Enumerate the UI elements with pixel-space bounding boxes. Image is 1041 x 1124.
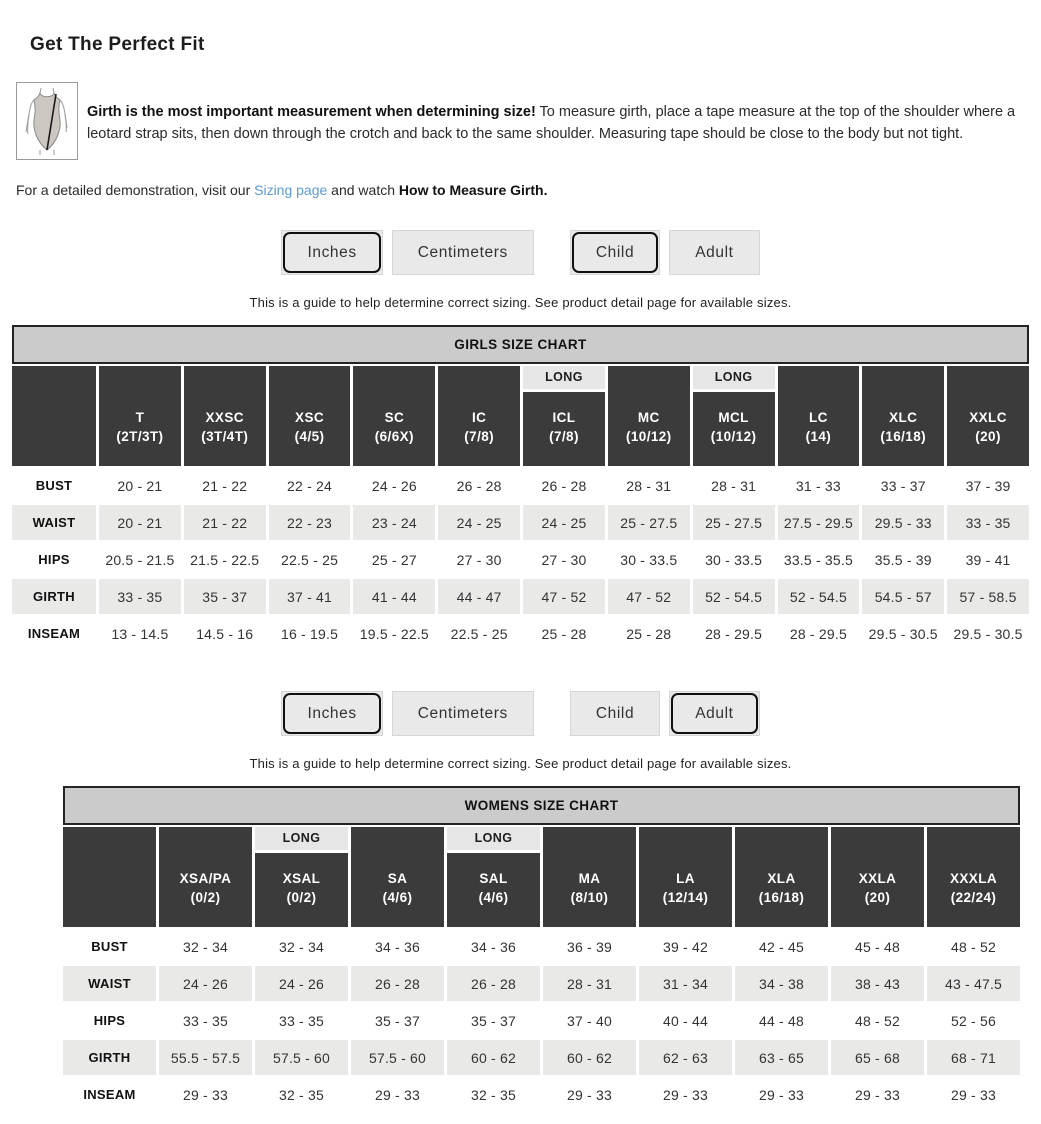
measurement-row-bust — [12, 468, 1029, 503]
size-value-cell: 44 - 48 — [735, 1003, 828, 1038]
demo-middle: and watch — [327, 182, 399, 198]
adult-button[interactable]: Adult — [669, 230, 759, 275]
size-range: (8/10) — [570, 889, 609, 905]
size-range: (22/24) — [950, 889, 997, 905]
size-range: (20) — [975, 428, 1001, 444]
column-header-t — [99, 366, 181, 466]
size-value-cell: 28 - 29.5 — [693, 616, 775, 651]
size-value-cell: 14.5 - 16 — [184, 616, 266, 651]
column-header-mc — [608, 366, 690, 466]
size-value-cell: 43 - 47.5 — [927, 966, 1020, 1001]
size-value-cell: 33 - 35 — [255, 1003, 348, 1038]
column-header-sa — [351, 827, 444, 927]
size-code: XLC — [889, 409, 918, 425]
size-value-cell: 32 - 35 — [255, 1077, 348, 1112]
table-body — [12, 468, 1029, 651]
size-value-cell: 24 - 26 — [255, 966, 348, 1001]
girls-size-chart — [12, 325, 1029, 653]
column-header-xsa-pa — [159, 827, 252, 927]
sizing-note: This is a guide to help determine correct sizing. See product detail page for available sizes. — [249, 756, 792, 771]
measurement-row-hips — [63, 1003, 1020, 1038]
size-value-cell: 35.5 - 39 — [862, 542, 944, 577]
size-range: (16/18) — [758, 889, 805, 905]
adult-button[interactable]: Adult — [669, 691, 759, 736]
size-range: (10/12) — [710, 428, 757, 444]
size-range: (0/2) — [190, 889, 221, 905]
size-range: (3T/4T) — [201, 428, 249, 444]
row-label: INSEAM — [63, 1077, 156, 1112]
size-value-cell: 39 - 42 — [639, 929, 732, 964]
size-range: (20) — [864, 889, 891, 905]
size-code: SA — [387, 870, 408, 886]
size-value-cell: 20 - 21 — [99, 468, 181, 503]
size-code: LC — [809, 409, 828, 425]
sizing-note: This is a guide to help determine correct sizing. See product detail page for available sizes. — [249, 295, 792, 310]
centimeters-button[interactable]: Centimeters — [392, 691, 534, 736]
size-value-cell: 34 - 36 — [447, 929, 540, 964]
row-label: HIPS — [12, 542, 96, 577]
long-badge: LONG — [255, 827, 348, 853]
measurement-row-girth — [63, 1040, 1020, 1075]
size-range: (7/8) — [549, 428, 579, 444]
column-header-xla — [735, 827, 828, 927]
column-header-mcl — [693, 366, 775, 466]
size-value-cell: 28 - 31 — [693, 468, 775, 503]
size-code: XSC — [295, 409, 325, 425]
size-table — [60, 825, 1023, 1114]
size-value-cell: 22 - 23 — [269, 505, 351, 540]
size-value-cell: 26 - 28 — [438, 468, 520, 503]
centimeters-button[interactable]: Centimeters — [392, 230, 534, 275]
size-value-cell: 22.5 - 25 — [269, 542, 351, 577]
column-header-xxsc — [184, 366, 266, 466]
chart-title: WOMENS SIZE CHART — [63, 786, 1020, 825]
toggle-group-gap — [543, 252, 561, 253]
size-value-cell: 55.5 - 57.5 — [159, 1040, 252, 1075]
size-value-cell: 21.5 - 22.5 — [184, 542, 266, 577]
size-value-cell: 35 - 37 — [447, 1003, 540, 1038]
page-title: Get The Perfect Fit — [30, 34, 205, 55]
size-value-cell: 25 - 27.5 — [608, 505, 690, 540]
corner-cell — [63, 827, 156, 927]
size-value-cell: 29 - 33 — [351, 1077, 444, 1112]
column-header-lc — [778, 366, 860, 466]
size-value-cell: 26 - 28 — [523, 468, 605, 503]
demo-bold: How to Measure Girth. — [398, 182, 548, 198]
girls-chart-toggles — [0, 230, 1041, 275]
inches-button[interactable]: Inches — [281, 691, 382, 736]
size-value-cell: 38 - 43 — [831, 966, 924, 1001]
size-value-cell: 36 - 39 — [543, 929, 636, 964]
size-value-cell: 68 - 71 — [927, 1040, 1020, 1075]
size-value-cell: 27 - 30 — [438, 542, 520, 577]
row-label: INSEAM — [12, 616, 96, 651]
row-label: GIRTH — [12, 579, 96, 614]
measurement-row-girth — [12, 579, 1029, 614]
table-header — [12, 366, 1029, 466]
size-value-cell: 52 - 56 — [927, 1003, 1020, 1038]
size-value-cell: 25 - 27.5 — [693, 505, 775, 540]
size-code: MCL — [718, 409, 749, 425]
size-value-cell: 28 - 29.5 — [778, 616, 860, 651]
size-range: (6/6X) — [374, 428, 414, 444]
size-table — [9, 364, 1032, 653]
girth-intro — [16, 82, 1025, 160]
size-value-cell: 44 - 47 — [438, 579, 520, 614]
size-code: SAL — [479, 870, 508, 886]
size-value-cell: 57.5 - 60 — [255, 1040, 348, 1075]
size-range: (4/5) — [294, 428, 325, 444]
size-value-cell: 33 - 37 — [862, 468, 944, 503]
size-value-cell: 60 - 62 — [543, 1040, 636, 1075]
size-value-cell: 29 - 33 — [927, 1077, 1020, 1112]
size-range: (10/12) — [625, 428, 672, 444]
size-value-cell: 57.5 - 60 — [351, 1040, 444, 1075]
column-header-xxxla — [927, 827, 1020, 927]
size-range: (7/8) — [464, 428, 495, 444]
header-row — [12, 366, 1029, 466]
corner-cell — [12, 366, 96, 466]
size-value-cell: 26 - 28 — [447, 966, 540, 1001]
size-value-cell: 29 - 33 — [735, 1077, 828, 1112]
size-value-cell: 54.5 - 57 — [862, 579, 944, 614]
measurement-row-hips — [12, 542, 1029, 577]
size-value-cell: 20.5 - 21.5 — [99, 542, 181, 577]
size-value-cell: 45 - 48 — [831, 929, 924, 964]
sizing-page-link[interactable]: Sizing page — [254, 182, 328, 198]
size-value-cell: 29 - 33 — [639, 1077, 732, 1112]
measurement-row-waist — [63, 966, 1020, 1001]
child-button[interactable]: Child — [570, 691, 660, 736]
row-label: BUST — [12, 468, 96, 503]
size-value-cell: 26 - 28 — [351, 966, 444, 1001]
size-value-cell: 21 - 22 — [184, 505, 266, 540]
size-code: XSA/PA — [179, 870, 232, 886]
size-value-cell: 29 - 33 — [543, 1077, 636, 1112]
size-code: XXXLA — [949, 870, 997, 886]
column-header-xsal — [255, 827, 348, 927]
size-value-cell: 31 - 34 — [639, 966, 732, 1001]
column-header-icl — [523, 366, 605, 466]
size-value-cell: 42 - 45 — [735, 929, 828, 964]
long-badge: LONG — [693, 366, 775, 392]
size-value-cell: 33.5 - 35.5 — [778, 542, 860, 577]
size-code: MA — [578, 870, 601, 886]
table-body — [63, 929, 1020, 1112]
size-value-cell: 22 - 24 — [269, 468, 351, 503]
size-range: (14) — [805, 428, 832, 444]
size-value-cell: 60 - 62 — [447, 1040, 540, 1075]
size-value-cell: 48 - 52 — [831, 1003, 924, 1038]
size-value-cell: 29.5 - 30.5 — [947, 616, 1029, 651]
size-code: XXSC — [205, 409, 244, 425]
measurement-row-bust — [63, 929, 1020, 964]
size-value-cell: 65 - 68 — [831, 1040, 924, 1075]
size-code: XXLC — [969, 409, 1007, 425]
column-header-ma — [543, 827, 636, 927]
size-value-cell: 48 - 52 — [927, 929, 1020, 964]
size-value-cell: 25 - 28 — [608, 616, 690, 651]
size-value-cell: 13 - 14.5 — [99, 616, 181, 651]
column-header-xsc — [269, 366, 351, 466]
row-label: HIPS — [63, 1003, 156, 1038]
column-header-la — [639, 827, 732, 927]
size-value-cell: 52 - 54.5 — [778, 579, 860, 614]
demo-line — [16, 182, 1041, 198]
column-header-sal — [447, 827, 540, 927]
size-value-cell: 29.5 - 30.5 — [862, 616, 944, 651]
size-value-cell: 33 - 35 — [159, 1003, 252, 1038]
leotard-girth-icon — [16, 82, 78, 160]
column-header-sc — [353, 366, 435, 466]
size-value-cell: 32 - 34 — [255, 929, 348, 964]
measurement-row-inseam — [12, 616, 1029, 651]
size-value-cell: 19.5 - 22.5 — [353, 616, 435, 651]
size-value-cell: 23 - 24 — [353, 505, 435, 540]
size-code: ICL — [552, 409, 576, 425]
long-badge: LONG — [447, 827, 540, 853]
womens-chart-toggles — [0, 691, 1041, 736]
size-value-cell: 37 - 41 — [269, 579, 351, 614]
size-value-cell: 24 - 25 — [523, 505, 605, 540]
size-range: (0/2) — [286, 889, 317, 905]
girth-intro-bold: Girth is the most important measurement when determining size! — [87, 103, 536, 120]
size-code: XLA — [767, 870, 796, 886]
size-value-cell: 39 - 41 — [947, 542, 1029, 577]
size-value-cell: 34 - 36 — [351, 929, 444, 964]
size-value-cell: 62 - 63 — [639, 1040, 732, 1075]
child-button[interactable]: Child — [570, 230, 660, 275]
size-value-cell: 29 - 33 — [831, 1077, 924, 1112]
size-range: (4/6) — [478, 889, 509, 905]
size-value-cell: 35 - 37 — [184, 579, 266, 614]
size-range: (12/14) — [662, 889, 709, 905]
size-value-cell: 25 - 27 — [353, 542, 435, 577]
size-value-cell: 28 - 31 — [543, 966, 636, 1001]
size-code: MC — [637, 409, 660, 425]
size-value-cell: 32 - 35 — [447, 1077, 540, 1112]
size-value-cell: 27 - 30 — [523, 542, 605, 577]
row-label: GIRTH — [63, 1040, 156, 1075]
size-value-cell: 37 - 39 — [947, 468, 1029, 503]
size-code: XXLA — [858, 870, 897, 886]
size-value-cell: 24 - 25 — [438, 505, 520, 540]
column-header-xxla — [831, 827, 924, 927]
size-value-cell: 21 - 22 — [184, 468, 266, 503]
long-badge: LONG — [523, 366, 605, 392]
size-code: LA — [676, 870, 695, 886]
size-value-cell: 35 - 37 — [351, 1003, 444, 1038]
size-value-cell: 40 - 44 — [639, 1003, 732, 1038]
column-header-xxlc — [947, 366, 1029, 466]
size-value-cell: 33 - 35 — [947, 505, 1029, 540]
size-code: XSAL — [282, 870, 321, 886]
size-value-cell: 63 - 65 — [735, 1040, 828, 1075]
womens-size-chart — [63, 786, 1020, 1114]
size-value-cell: 16 - 19.5 — [269, 616, 351, 651]
size-value-cell: 27.5 - 29.5 — [778, 505, 860, 540]
size-value-cell: 41 - 44 — [353, 579, 435, 614]
size-value-cell: 29 - 33 — [159, 1077, 252, 1112]
size-value-cell: 22.5 - 25 — [438, 616, 520, 651]
girth-intro-text — [87, 97, 1025, 145]
size-value-cell: 25 - 28 — [523, 616, 605, 651]
measurement-row-inseam — [63, 1077, 1020, 1112]
inches-button[interactable]: Inches — [281, 230, 382, 275]
row-label: WAIST — [63, 966, 156, 1001]
header-row — [63, 827, 1020, 927]
size-value-cell: 57 - 58.5 — [947, 579, 1029, 614]
size-value-cell: 52 - 54.5 — [693, 579, 775, 614]
measurement-row-waist — [12, 505, 1029, 540]
row-label: WAIST — [12, 505, 96, 540]
size-value-cell: 47 - 52 — [608, 579, 690, 614]
size-range: (2T/3T) — [116, 428, 164, 444]
size-range: (4/6) — [382, 889, 413, 905]
size-value-cell: 47 - 52 — [523, 579, 605, 614]
size-value-cell: 28 - 31 — [608, 468, 690, 503]
size-value-cell: 30 - 33.5 — [693, 542, 775, 577]
size-code: T — [135, 409, 145, 425]
size-value-cell: 29.5 - 33 — [862, 505, 944, 540]
girth-intro-rest: To measure girth, place a tape measure at the top of the shoulder where a leotard strap sits, then down through the crotch and back to the same shoulder. Measuring tape should be close to the body but not tight. — [87, 103, 1016, 142]
demo-prefix: For a detailed demonstration, visit our — [16, 182, 255, 198]
size-value-cell: 30 - 33.5 — [608, 542, 690, 577]
size-code: IC — [472, 409, 487, 425]
size-value-cell: 24 - 26 — [353, 468, 435, 503]
table-header — [63, 827, 1020, 927]
size-value-cell: 34 - 38 — [735, 966, 828, 1001]
size-value-cell: 20 - 21 — [99, 505, 181, 540]
size-value-cell: 37 - 40 — [543, 1003, 636, 1038]
size-code: SC — [384, 409, 405, 425]
size-value-cell: 24 - 26 — [159, 966, 252, 1001]
size-value-cell: 31 - 33 — [778, 468, 860, 503]
size-value-cell: 32 - 34 — [159, 929, 252, 964]
column-header-ic — [438, 366, 520, 466]
chart-title: GIRLS SIZE CHART — [12, 325, 1029, 364]
row-label: BUST — [63, 929, 156, 964]
toggle-group-gap — [543, 713, 561, 714]
size-range: (16/18) — [880, 428, 926, 444]
size-value-cell: 33 - 35 — [99, 579, 181, 614]
column-header-xlc — [862, 366, 944, 466]
